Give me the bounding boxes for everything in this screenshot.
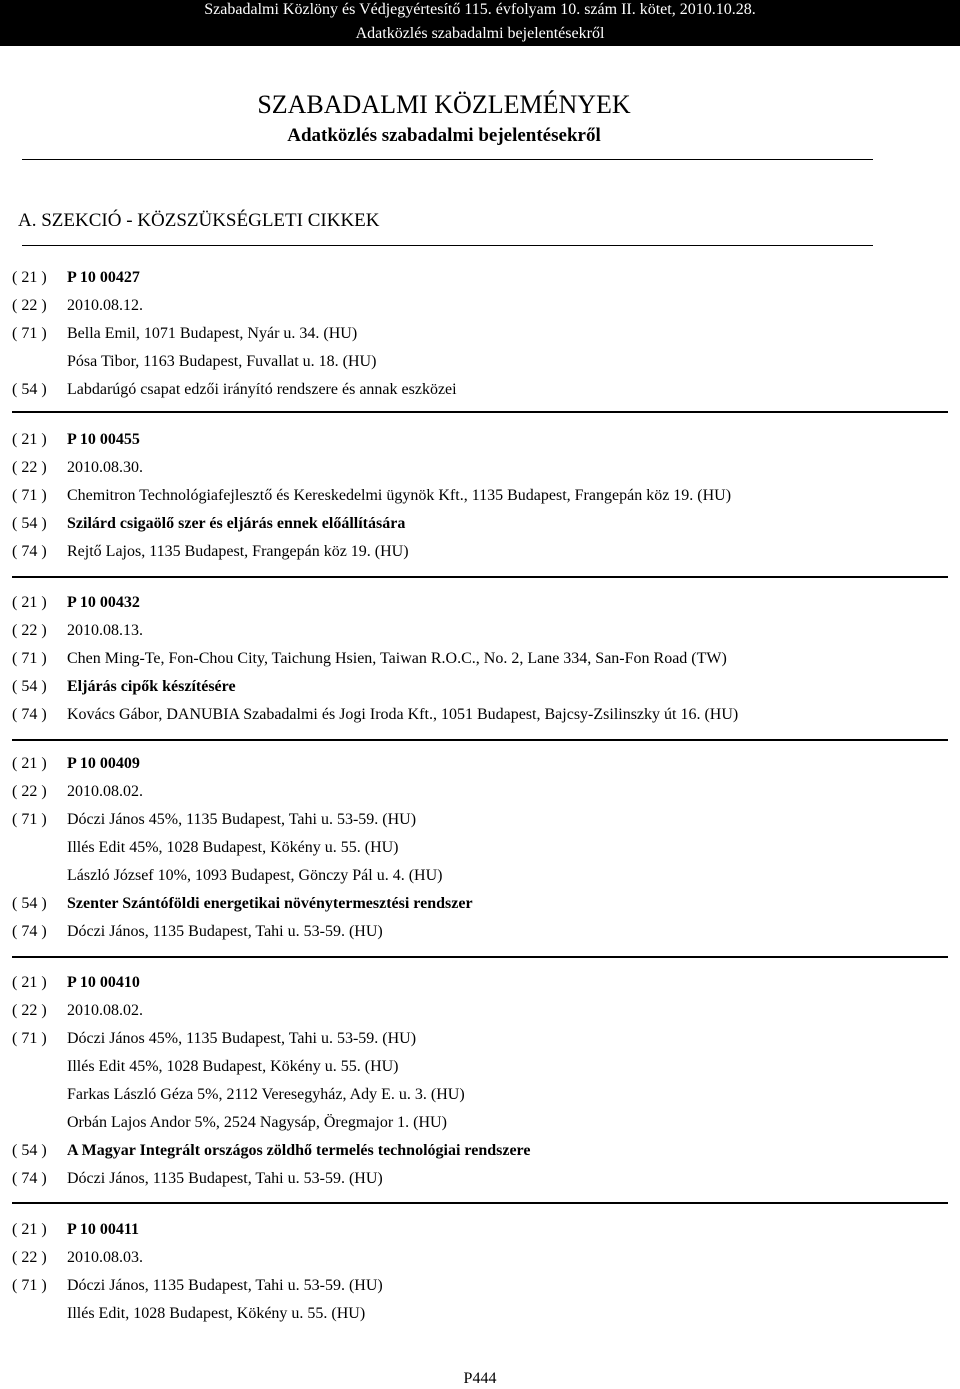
field-value: 2010.08.02. bbox=[67, 1002, 143, 1019]
journal-issue-line: Szabadalmi Közlöny és Védjegyértesítő 115. évfolyam 10. szám II. kötet, 2010.10.28. bbox=[204, 1, 756, 18]
field-value: Eljárás cipők készítésére bbox=[67, 678, 236, 695]
field-value: Kovács Gábor, DANUBIA Szabadalmi és Jogi Iroda Kft., 1051 Budapest, Bajcsy-Zsilinszky út 16. (HU) bbox=[67, 706, 739, 723]
field-value: Pósa Tibor, 1163 Budapest, Fuvallat u. 18. (HU) bbox=[67, 353, 377, 370]
field-value: 2010.08.30. bbox=[67, 459, 143, 476]
field-code: ( 71 ) bbox=[12, 325, 47, 342]
field-value: Chen Ming-Te, Fon-Chou City, Taichung Hsien, Taiwan R.O.C., No. 2, Lane 334, San-Fon Road (TW) bbox=[67, 650, 727, 667]
field-value: P 10 00455 bbox=[67, 431, 140, 448]
field-code: ( 22 ) bbox=[12, 459, 47, 476]
field-code: ( 71 ) bbox=[12, 811, 47, 828]
field-value: P 10 00432 bbox=[67, 594, 140, 611]
field-value: 2010.08.02. bbox=[67, 783, 143, 800]
field-value: P 10 00411 bbox=[67, 1221, 140, 1238]
entry-divider bbox=[12, 576, 948, 578]
field-value: Orbán Lajos Andor 5%, 2524 Nagysáp, Öregmajor 1. (HU) bbox=[67, 1114, 447, 1131]
field-code: ( 22 ) bbox=[12, 1002, 47, 1019]
field-value: Illés Edit 45%, 1028 Budapest, Kökény u. 55. (HU) bbox=[67, 839, 399, 856]
field-code: ( 71 ) bbox=[12, 487, 47, 504]
field-code: ( 21 ) bbox=[12, 431, 47, 448]
field-code: ( 54 ) bbox=[12, 678, 47, 695]
field-code: ( 21 ) bbox=[12, 755, 47, 772]
page-number: P444 bbox=[463, 1370, 497, 1387]
field-value: A Magyar Integrált országos zöldhő termelés technológiai rendszere bbox=[67, 1142, 531, 1159]
field-code: ( 21 ) bbox=[12, 1221, 47, 1238]
field-code: ( 54 ) bbox=[12, 381, 47, 398]
entry-divider bbox=[12, 411, 948, 413]
field-code: ( 74 ) bbox=[12, 543, 47, 560]
field-code: ( 21 ) bbox=[12, 269, 47, 286]
field-value: Dóczi János, 1135 Budapest, Tahi u. 53-59. (HU) bbox=[67, 1277, 383, 1294]
field-value: Szilárd csigaölő szer és eljárás ennek előállítására bbox=[67, 515, 406, 532]
field-value: Dóczi János, 1135 Budapest, Tahi u. 53-59. (HU) bbox=[67, 923, 383, 940]
field-code: ( 22 ) bbox=[12, 1249, 47, 1266]
field-value: P 10 00409 bbox=[67, 755, 140, 772]
field-value: Illés Edit 45%, 1028 Budapest, Kökény u. 55. (HU) bbox=[67, 1058, 399, 1075]
field-value: Szenter Szántóföldi energetikai növénytermesztési rendszer bbox=[67, 895, 473, 912]
entry-divider bbox=[12, 739, 948, 741]
page-header bbox=[0, 0, 960, 46]
journal-section-line: Adatközlés szabadalmi bejelentésekről bbox=[355, 25, 605, 42]
field-value: László József 10%, 1093 Budapest, Gönczy Pál u. 4. (HU) bbox=[67, 867, 443, 884]
field-value: Dóczi János 45%, 1135 Budapest, Tahi u. 53-59. (HU) bbox=[67, 811, 417, 828]
field-code: ( 71 ) bbox=[12, 1030, 47, 1047]
field-value: Dóczi János, 1135 Budapest, Tahi u. 53-59. (HU) bbox=[67, 1170, 383, 1187]
field-code: ( 74 ) bbox=[12, 1170, 47, 1187]
field-value: Rejtő Lajos, 1135 Budapest, Frangepán köz 19. (HU) bbox=[67, 543, 409, 560]
entry-divider bbox=[12, 1202, 948, 1204]
field-value: Bella Emil, 1071 Budapest, Nyár u. 34. (HU) bbox=[67, 325, 358, 342]
field-value: P 10 00427 bbox=[67, 269, 140, 286]
field-value: Dóczi János 45%, 1135 Budapest, Tahi u. 53-59. (HU) bbox=[67, 1030, 417, 1047]
field-code: ( 22 ) bbox=[12, 783, 47, 800]
field-code: ( 74 ) bbox=[12, 923, 47, 940]
field-value: 2010.08.13. bbox=[67, 622, 143, 639]
field-code: ( 74 ) bbox=[12, 706, 47, 723]
field-code: ( 21 ) bbox=[12, 974, 47, 991]
field-code: ( 22 ) bbox=[12, 297, 47, 314]
field-value: 2010.08.03. bbox=[67, 1249, 143, 1266]
title-divider bbox=[22, 159, 873, 160]
field-code: ( 54 ) bbox=[12, 515, 47, 532]
field-code: ( 54 ) bbox=[12, 1142, 47, 1159]
section-heading: A. SZEKCIÓ - KÖZSZÜKSÉGLETI CIKKEK bbox=[18, 210, 380, 231]
section-divider bbox=[22, 245, 873, 246]
field-code: ( 21 ) bbox=[12, 594, 47, 611]
field-value: Labdarúgó csapat edzői irányító rendszere és annak eszközei bbox=[67, 381, 457, 398]
page-subtitle: Adatközlés szabadalmi bejelentésekről bbox=[287, 125, 601, 146]
page-title: SZABADALMI KÖZLEMÉNYEK bbox=[257, 90, 631, 119]
field-value: 2010.08.12. bbox=[67, 297, 143, 314]
field-value: Chemitron Technológiafejlesztő és Kereskedelmi ügynök Kft., 1135 Budapest, Frangepán köz 19. (HU) bbox=[67, 487, 732, 504]
entry-divider bbox=[12, 956, 948, 958]
field-value: P 10 00410 bbox=[67, 974, 140, 991]
field-value: Farkas László Géza 5%, 2112 Veresegyház, Ady E. u. 3. (HU) bbox=[67, 1086, 465, 1103]
field-code: ( 71 ) bbox=[12, 1277, 47, 1294]
field-value: Illés Edit, 1028 Budapest, Kökény u. 55. (HU) bbox=[67, 1305, 366, 1322]
field-code: ( 54 ) bbox=[12, 895, 47, 912]
field-code: ( 22 ) bbox=[12, 622, 47, 639]
field-code: ( 71 ) bbox=[12, 650, 47, 667]
